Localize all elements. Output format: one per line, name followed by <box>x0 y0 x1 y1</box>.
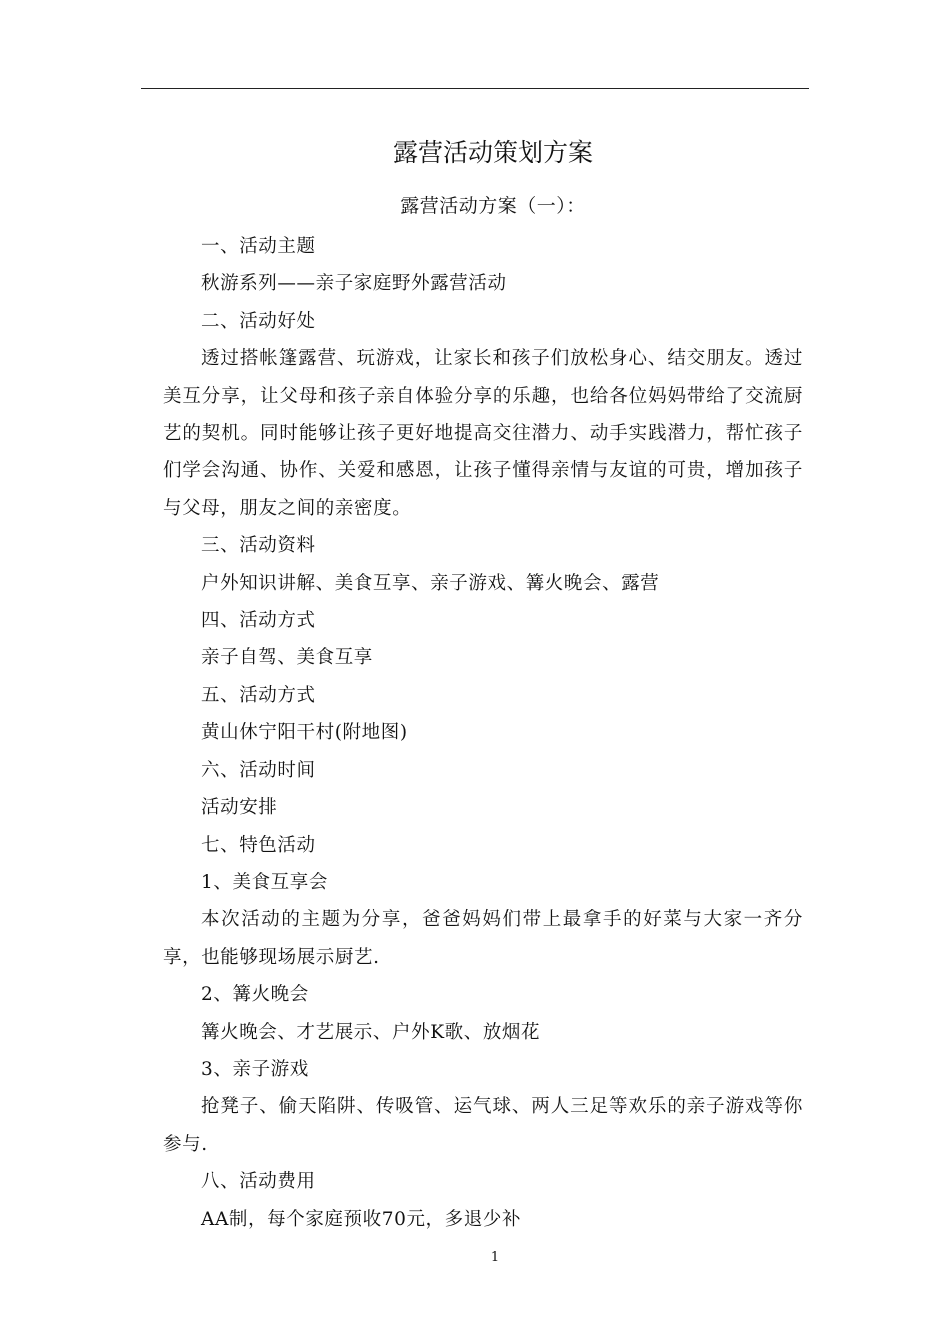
section-heading-benefits: 二、活动好处 <box>201 310 316 332</box>
paragraph-cost: AA制，每个家庭预收70元，多退少补 <box>201 1208 522 1230</box>
paragraph-materials: 户外知识讲解、美食互享、亲子游戏、篝火晚会、露营 <box>201 572 660 594</box>
paragraph-food-share: 本次活动的主题为分享，爸爸妈妈们带上最拿手的好菜与大家一齐分享，也能够现场展示厨艺. <box>163 909 803 968</box>
document-subtitle: 露营活动方案（一）： <box>400 195 586 217</box>
subheading-bonfire: 2、篝火晚会 <box>201 984 309 1006</box>
subheading-games: 3、亲子游戏 <box>201 1058 309 1080</box>
document-title: 露营活动策划方案 <box>392 138 593 167</box>
paragraph-games: 抢凳子、偷天陷阱、传吸管、运气球、两人三足等欢乐的亲子游戏等你参与. <box>163 1096 803 1155</box>
paragraph-method: 亲子自驾、美食互享 <box>201 647 373 669</box>
paragraph-location: 黄山休宁阳干村(附地图) <box>201 722 408 744</box>
paragraph-schedule: 活动安排 <box>201 797 278 819</box>
section-heading-method: 四、活动方式 <box>201 610 316 632</box>
section-heading-features: 七、特色活动 <box>201 834 316 856</box>
document-body <box>163 228 803 1238</box>
subheading-food-share: 1、美食互享会 <box>201 871 328 893</box>
section-heading-time: 六、活动时间 <box>201 759 316 781</box>
header-rule <box>141 88 809 89</box>
paragraph-bonfire: 篝火晚会、才艺展示、户外K歌、放烟花 <box>201 1021 541 1043</box>
paragraph-theme: 秋游系列——亲子家庭野外露营活动 <box>201 273 507 295</box>
section-heading-method-2: 五、活动方式 <box>201 684 316 706</box>
paragraph-benefits: 透过搭帐篷露营、玩游戏，让家长和孩子们放松身心、结交朋友。透过美互分享，让父母和孩子亲自体验分享的乐趣，也给各位妈妈带给了交流厨艺的契机。同时能够让孩子更好地提高交往潜力、动手实践潜力，帮忙孩子们学会沟通、协作、关爱和感恩，让孩子懂得亲情与友谊的可贵，增加孩子与父母，朋友之间的亲密度。 <box>163 348 803 519</box>
section-heading-cost: 八、活动费用 <box>201 1171 316 1193</box>
section-heading-theme: 一、活动主题 <box>201 236 316 257</box>
section-heading-materials: 三、活动资料 <box>201 535 316 557</box>
page-number: 1 <box>490 1250 500 1265</box>
